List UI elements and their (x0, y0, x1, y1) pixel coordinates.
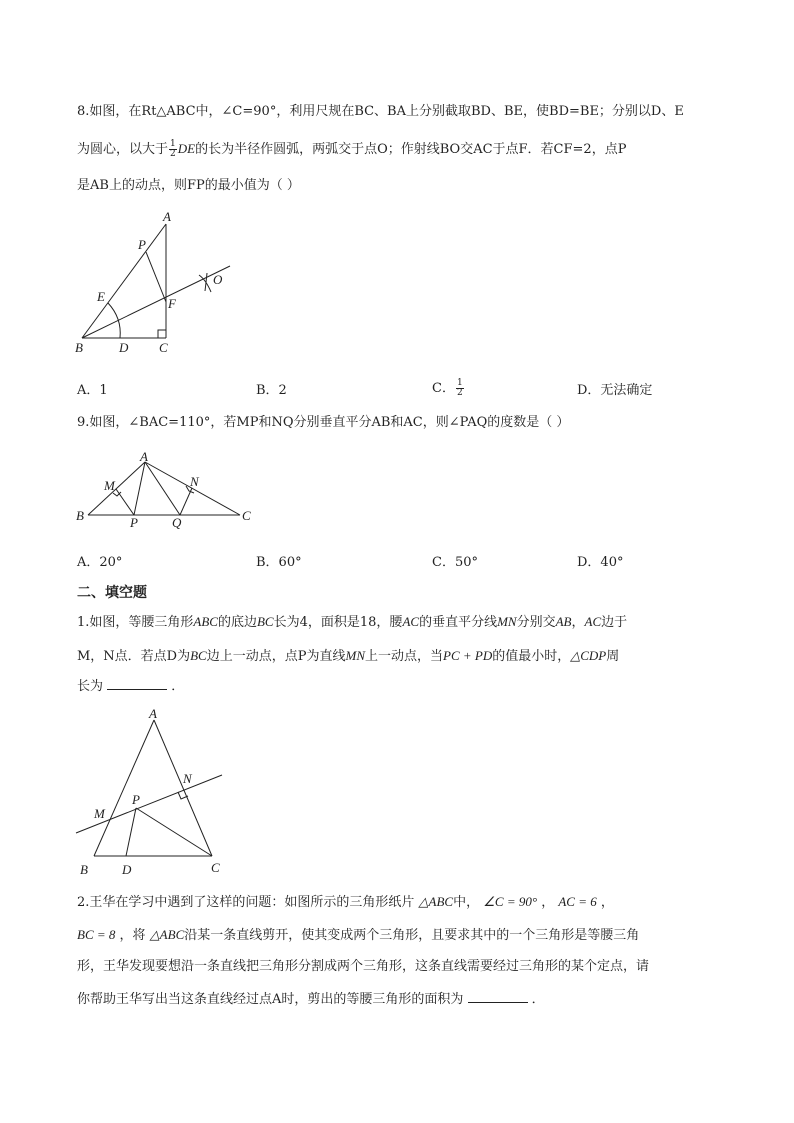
f1-label-m: M (94, 806, 105, 821)
q8-label-e: E (97, 289, 105, 304)
f1-text: 周 (606, 649, 620, 664)
f2-math: BC = 8 (77, 927, 116, 942)
q8-line1: 8.如图，在Rt△ABC中，∠C=90°，利用尺规在BC、BA上分别截取BD、BE，使BD=BE；分别以D、E (77, 104, 684, 119)
f1-text: 1.如图，等腰三角形 (77, 615, 194, 630)
f2-math: AC = 6 (558, 894, 597, 909)
q9-label-q: Q (172, 515, 182, 530)
f1-text: 边上一动点，点P为直线 (206, 649, 346, 664)
f1-math: AC (584, 614, 602, 629)
f1-side-ac (154, 720, 212, 856)
f1-label-b: B (80, 862, 88, 877)
f1-math: MN (345, 648, 365, 663)
q8-label-a: A (163, 209, 171, 224)
f2-text: 你帮助王华写出当这条直线经过点A时，剪出的等腰三角形的面积为 (77, 992, 464, 1007)
q9-label-b: B (76, 508, 84, 523)
f2-line1 (77, 893, 614, 912)
q9-option-a: A．20° (77, 555, 123, 570)
f1-text: 的值最小时， (492, 649, 571, 664)
f1-segment-pd (126, 808, 136, 856)
f1-text: 长为4，面积是18，腰 (273, 615, 403, 630)
f1-math: BC (256, 614, 274, 629)
q9-option-c: C．50° (432, 555, 478, 570)
f2-text: 中， (453, 895, 480, 910)
f2-line4 (77, 990, 545, 1009)
f2-line3: 形，王华发现要想沿一条直线把三角形分割成两个三角形，这条直线需要经过三角形的某个定点，请 (77, 959, 650, 974)
f2-line2 (77, 926, 639, 945)
q8-line2-pre: 为圆心，以大于 (77, 142, 169, 157)
q9-label-m: M (104, 478, 115, 493)
f1-text: 上一动点，当 (364, 649, 443, 664)
f1-label-n: N (183, 771, 192, 786)
q8-option-c-label: C． (432, 381, 455, 396)
q8-option-a: A．1 (77, 383, 108, 398)
q9-line1: 9.如图，∠BAC=110°，若MP和NQ分别垂直平分AB和AC，则∠PAQ的度数是（ ） (77, 415, 570, 430)
q8-option-d: D．无法确定 (577, 383, 653, 398)
frac-den: 2 (170, 149, 176, 159)
q8-label-c: C (159, 340, 168, 355)
f2-text: ． (531, 992, 545, 1007)
f1-label-p: P (132, 792, 140, 807)
q9-label-n: N (190, 474, 199, 489)
f2-math: ∠C = 90° (483, 894, 538, 909)
f2-text: ， (541, 895, 555, 910)
q9-label-c: C (242, 508, 251, 523)
section-title-fill-in: 二、填空题 (77, 585, 147, 601)
frac-num: 1 (170, 139, 176, 149)
q9-label-a: A (140, 449, 148, 464)
f1-label-d: D (122, 862, 132, 877)
f2-text: ， (600, 895, 614, 910)
f1-text: 分别交 (516, 615, 556, 630)
f1-math: MN (497, 614, 517, 629)
f2-math: △ABC (418, 894, 454, 909)
q8-option-b: B．2 (256, 383, 287, 398)
f1-text: ． (171, 679, 185, 694)
f1-math: AB (555, 614, 572, 629)
f1-text: ， (571, 615, 585, 630)
f1-text: 的底边 (217, 615, 257, 630)
f1-math: BC (190, 648, 207, 663)
f1-math: ABC (193, 614, 218, 629)
f1-text: 长为 (77, 679, 104, 694)
f1-text: 的垂直平分线 (419, 615, 498, 630)
f1-text: 边于 (601, 615, 628, 630)
q8-line2-post: 的长为半径作圆弧，两弧交于点O；作射线BO交AC于点F．若CF=2，点P (195, 142, 627, 157)
f1-segment-pc (136, 808, 212, 856)
frac-num: 1 (456, 378, 463, 388)
f1-label-a: A (149, 706, 157, 721)
f1-math: AC (402, 614, 420, 629)
answer-blank[interactable] (468, 990, 528, 1003)
q8-segment-de: DE (177, 141, 196, 156)
f2-text: 2.王华在学习中遇到了这样的问题：如图所示的三角形纸片 (77, 895, 415, 910)
f1-side-ab (94, 720, 154, 856)
q9-option-d: D．40° (577, 555, 624, 570)
q9-label-p: P (130, 515, 138, 530)
q8-label-o: O (213, 272, 223, 287)
q8-label-d: D (119, 340, 129, 355)
f1-text: M，N点．若点D为 (77, 649, 191, 664)
f1-math: △CDP (570, 648, 607, 663)
f2-text: ，将 (119, 928, 146, 943)
f1-label-c: C (211, 860, 220, 875)
q9-option-b: B．60° (256, 555, 302, 570)
f1-math: PC + PD (443, 648, 493, 663)
q8-label-f: F (168, 296, 176, 311)
q8-label-b: B (75, 340, 83, 355)
f2-text: 沿某一条直线剪开，使其变成两个三角形，且要求其中的一个三角形是等腰三角 (184, 928, 640, 943)
q8-line3: 是AB上的动点，则FP的最小值为（ ） (77, 178, 300, 193)
frac-den: 2 (456, 388, 463, 398)
f1-line-mn (76, 775, 222, 833)
f2-math: △ABC (149, 927, 185, 942)
q8-label-p: P (138, 237, 146, 252)
